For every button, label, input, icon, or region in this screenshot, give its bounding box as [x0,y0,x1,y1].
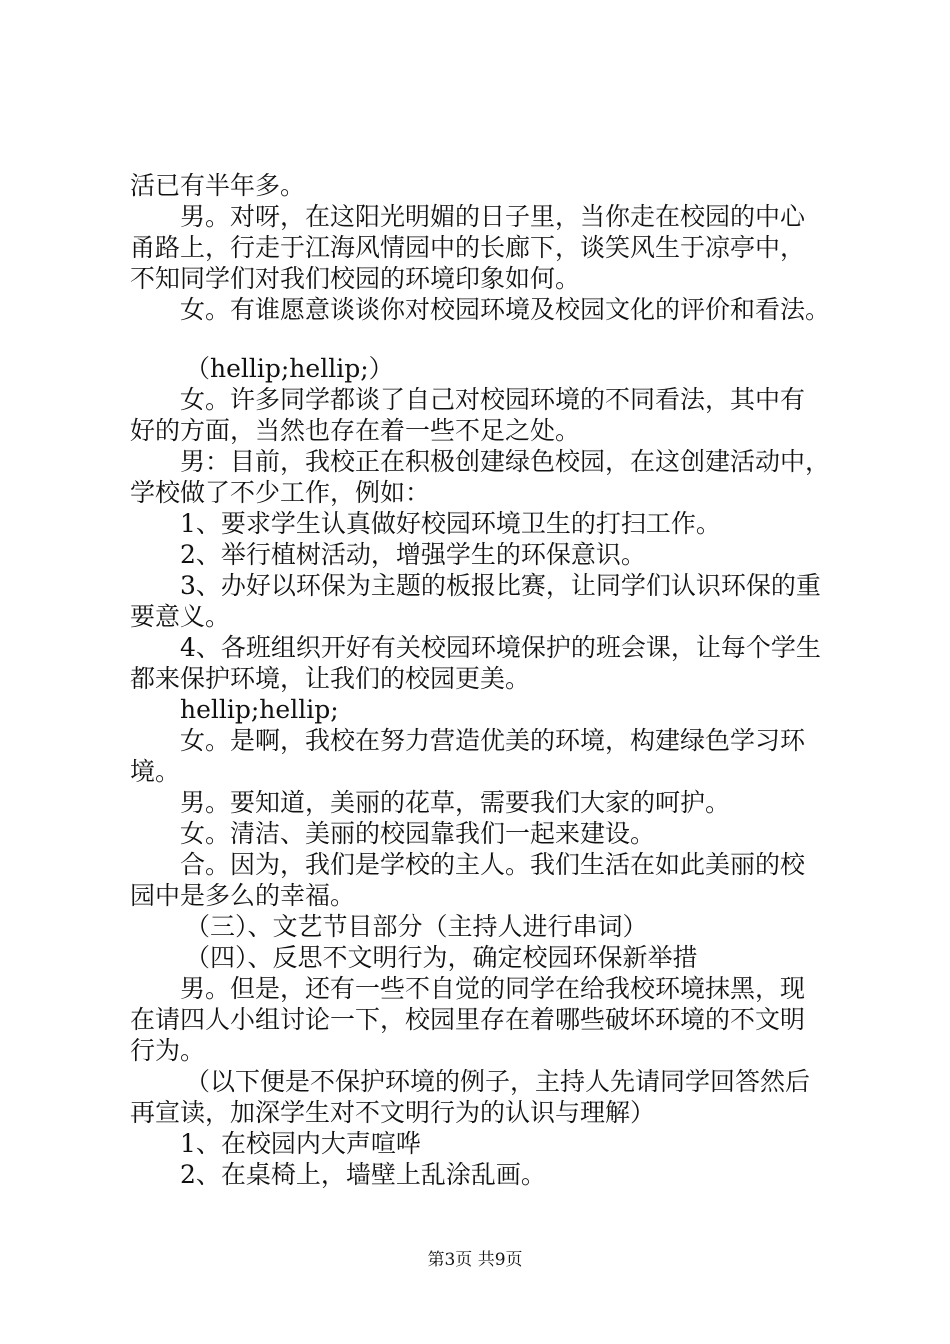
page-number-footer: 第3页 共9页 [427,1250,523,1270]
text-line: 女。有谁愿意谈谈你对校园环境及校园文化的评价和看法。 [180,295,831,324]
text-line: 女。许多同学都谈了自己对校园环境的不同看法，其中有 [180,385,806,414]
list-item: 2、在桌椅上，墙壁上乱涂乱画。 [180,1160,546,1189]
text-line: 甬路上，行走于江海风情园中的长廊下，谈笑风生于凉亭中， [130,233,806,262]
text-line: （以下便是不保护环境的例子，主持人先请同学回答然后 [185,1067,811,1096]
list-item: 1、在校园内大声喧哗 [180,1129,421,1158]
section-heading: （三）、文艺节目部分（主持人进行串词） [185,912,648,941]
text-line: 再宣读，加深学生对不文明行为的认识与理解） [130,1098,656,1127]
text-line: 女。是啊，我校在努力营造优美的环境，构建绿色学习环 [180,726,806,755]
text-line: 都来保护环境，让我们的校园更美。 [130,664,531,693]
text-line: （hellip;hellip;） [185,354,394,383]
text-line: 男。对呀，在这阳光明媚的日子里，当你走在校园的中心 [180,202,806,231]
list-item: 1、要求学生认真做好校园环境卫生的打扫工作。 [180,509,721,538]
text-line: 男。要知道，美丽的花草，需要我们大家的呵护。 [180,788,731,817]
text-line: 男。但是，还有一些不自觉的同学在给我校环境抹黑，现 [180,974,806,1003]
section-heading: （四）、反思不文明行为，确定校园环保新举措 [185,943,698,972]
text-line: 不知同学们对我们校园的环境印象如何。 [130,264,581,293]
text-line: hellip;hellip; [180,695,339,724]
text-line: 合。因为，我们是学校的主人。我们生活在如此美丽的校 [180,850,806,879]
text-line: 女。清洁、美丽的校园靠我们一起来建设。 [180,819,656,848]
text-line: 园中是多么的幸福。 [130,881,356,910]
text-line: 男：目前，我校正在积极创建绿色校园，在这创建活动中， [180,447,831,476]
text-line: 行为。 [130,1036,206,1065]
text-line: 活已有半年多。 [130,171,306,200]
text-line: 好的方面，当然也存在着一些不足之处。 [130,416,581,445]
list-item: 4、各班组织开好有关校园环境保护的班会课，让每个学生 [180,633,821,662]
text-line: 在请四人小组讨论一下，校园里存在着哪些破坏环境的不文明 [130,1005,806,1034]
list-item: 2、举行植树活动，增强学生的环保意识。 [180,540,646,569]
text-line: 要意义。 [130,602,231,631]
document-body [130,170,840,1190]
text-line: 境。 [130,757,181,786]
text-line: 学校做了不少工作，例如： [130,478,431,507]
list-item: 3、办好以环保为主题的板报比赛，让同学们认识环保的重 [180,571,821,600]
